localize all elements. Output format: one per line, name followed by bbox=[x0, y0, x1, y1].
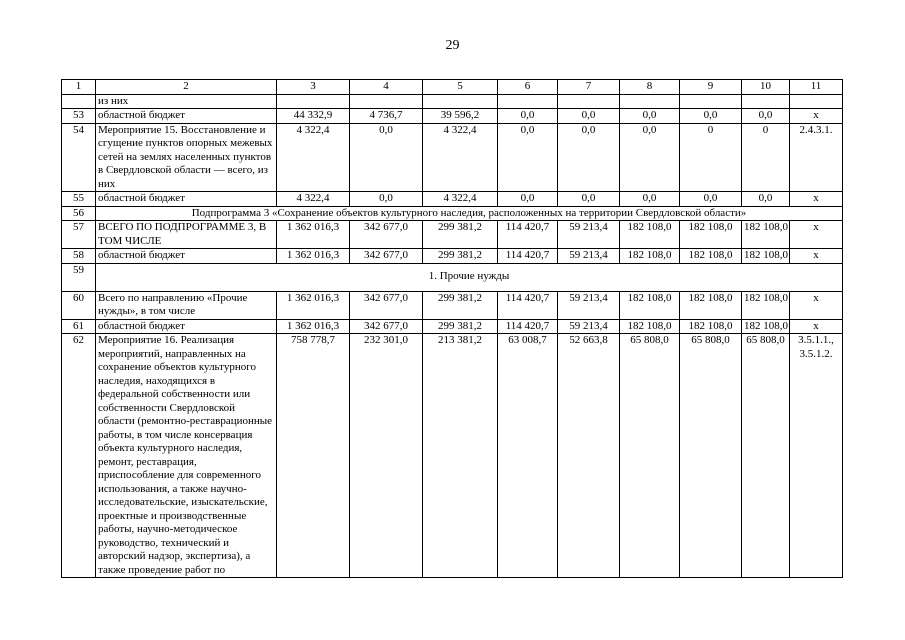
value-cell: 114 420,7 bbox=[498, 249, 558, 264]
value-cell: 0 bbox=[680, 123, 742, 192]
value-cell: 59 213,4 bbox=[558, 249, 620, 264]
empty-cell bbox=[620, 94, 680, 109]
table-row bbox=[62, 291, 843, 319]
table-row bbox=[62, 192, 843, 207]
table-row bbox=[62, 94, 843, 109]
row-description: областной бюджет bbox=[96, 249, 277, 264]
value-cell: 65 808,0 bbox=[620, 334, 680, 578]
empty-cell bbox=[680, 94, 742, 109]
row-description: Мероприятие 16. Реализация мероприятий, направленных на сохранение объектов культурного наследия, находящихся в федеральной собственности или собственности Свердловской области (ремонтно-реставрационные работы, в том числе консервация объекта культурного наследия, ремонт, реставрация, приспособление для современного использования, а также научно-исследовательские, изыскательские, проектные и производственные работы, научно-методическое руководство, технический и авторский надзор, экспертиза), а также проведение работ по bbox=[96, 334, 277, 578]
value-cell: 182 108,0 bbox=[620, 221, 680, 249]
value-cell: 4 322,4 bbox=[277, 192, 350, 207]
value-cell: 299 381,2 bbox=[423, 291, 498, 319]
target-code: 2.4.3.1. bbox=[790, 123, 843, 192]
value-cell: 0,0 bbox=[498, 123, 558, 192]
page-number: 29 bbox=[445, 38, 460, 53]
value-cell: 299 381,2 bbox=[423, 319, 498, 334]
value-cell: 299 381,2 bbox=[423, 249, 498, 264]
row-description: из них bbox=[96, 94, 277, 109]
column-header: 10 bbox=[742, 80, 790, 95]
value-cell: 0,0 bbox=[620, 109, 680, 124]
column-header: 6 bbox=[498, 80, 558, 95]
row-number: 55 bbox=[62, 192, 96, 207]
row-description: ВСЕГО ПО ПОДПРОГРАММЕ 3, В ТОМ ЧИСЛЕ bbox=[96, 221, 277, 249]
row-description: Мероприятие 15. Восстановление и сгущение пунктов опорных межевых сетей на землях населенных пунктов в Свердловской области — всего, из них bbox=[96, 123, 277, 192]
value-cell: 114 420,7 bbox=[498, 291, 558, 319]
value-cell: 1 362 016,3 bbox=[277, 249, 350, 264]
column-header: 5 bbox=[423, 80, 498, 95]
section-title: 1. Прочие нужды bbox=[96, 263, 843, 291]
value-cell: 39 596,2 bbox=[423, 109, 498, 124]
column-header: 7 bbox=[558, 80, 620, 95]
target-code: х bbox=[790, 221, 843, 249]
table-row bbox=[62, 206, 843, 221]
value-cell: 182 108,0 bbox=[620, 249, 680, 264]
empty-cell bbox=[498, 94, 558, 109]
table-row bbox=[62, 109, 843, 124]
column-header: 9 bbox=[680, 80, 742, 95]
row-number: 62 bbox=[62, 334, 96, 578]
value-cell: 182 108,0 bbox=[680, 221, 742, 249]
value-cell: 114 420,7 bbox=[498, 319, 558, 334]
value-cell: 1 362 016,3 bbox=[277, 319, 350, 334]
section-title: Подпрограмма 3 «Сохранение объектов культурного наследия, расположенных на территории Свердловской области» bbox=[96, 206, 843, 221]
value-cell: 44 332,9 bbox=[277, 109, 350, 124]
column-header: 4 bbox=[350, 80, 423, 95]
value-cell: 182 108,0 bbox=[620, 291, 680, 319]
value-cell: 182 108,0 bbox=[742, 249, 790, 264]
value-cell: 1 362 016,3 bbox=[277, 291, 350, 319]
empty-cell bbox=[558, 94, 620, 109]
value-cell: 52 663,8 bbox=[558, 334, 620, 578]
value-cell: 0,0 bbox=[558, 123, 620, 192]
value-cell: 65 808,0 bbox=[742, 334, 790, 578]
value-cell: 342 677,0 bbox=[350, 221, 423, 249]
value-cell: 0,0 bbox=[620, 123, 680, 192]
value-cell: 4 322,4 bbox=[277, 123, 350, 192]
value-cell: 182 108,0 bbox=[680, 249, 742, 264]
empty-cell bbox=[790, 94, 843, 109]
row-description: Всего по направлению «Прочие нужды», в том числе bbox=[96, 291, 277, 319]
table-row bbox=[62, 263, 843, 291]
value-cell: 59 213,4 bbox=[558, 319, 620, 334]
value-cell: 0,0 bbox=[680, 109, 742, 124]
table-row bbox=[62, 123, 843, 192]
value-cell: 182 108,0 bbox=[620, 319, 680, 334]
row-description: областной бюджет bbox=[96, 109, 277, 124]
value-cell: 342 677,0 bbox=[350, 291, 423, 319]
row-description: областной бюджет bbox=[96, 319, 277, 334]
value-cell: 4 322,4 bbox=[423, 192, 498, 207]
value-cell: 0,0 bbox=[742, 109, 790, 124]
target-code: х bbox=[790, 192, 843, 207]
row-number: 54 bbox=[62, 123, 96, 192]
row-number: 59 bbox=[62, 263, 96, 291]
row-number bbox=[62, 94, 96, 109]
value-cell: 4 322,4 bbox=[423, 123, 498, 192]
column-header: 2 bbox=[96, 80, 277, 95]
value-cell: 63 008,7 bbox=[498, 334, 558, 578]
row-number: 53 bbox=[62, 109, 96, 124]
column-header: 8 bbox=[620, 80, 680, 95]
budget-table bbox=[61, 79, 843, 578]
target-code: х bbox=[790, 249, 843, 264]
value-cell: 0,0 bbox=[620, 192, 680, 207]
value-cell: 59 213,4 bbox=[558, 221, 620, 249]
table-row bbox=[62, 221, 843, 249]
row-number: 60 bbox=[62, 291, 96, 319]
column-header: 11 bbox=[790, 80, 843, 95]
empty-cell bbox=[277, 94, 350, 109]
value-cell: 232 301,0 bbox=[350, 334, 423, 578]
value-cell: 342 677,0 bbox=[350, 319, 423, 334]
target-code: х bbox=[790, 291, 843, 319]
value-cell: 182 108,0 bbox=[680, 291, 742, 319]
table-row bbox=[62, 249, 843, 264]
value-cell: 0,0 bbox=[350, 123, 423, 192]
column-header: 1 bbox=[62, 80, 96, 95]
empty-cell bbox=[423, 94, 498, 109]
table-row bbox=[62, 334, 843, 578]
value-cell: 182 108,0 bbox=[742, 291, 790, 319]
empty-cell bbox=[742, 94, 790, 109]
column-header: 3 bbox=[277, 80, 350, 95]
value-cell: 299 381,2 bbox=[423, 221, 498, 249]
target-code: 3.5.1.1., 3.5.1.2. bbox=[790, 334, 843, 578]
value-cell: 114 420,7 bbox=[498, 221, 558, 249]
header-row bbox=[62, 80, 843, 95]
value-cell: 342 677,0 bbox=[350, 249, 423, 264]
value-cell: 182 108,0 bbox=[742, 221, 790, 249]
value-cell: 182 108,0 bbox=[742, 319, 790, 334]
value-cell: 0,0 bbox=[742, 192, 790, 207]
value-cell: 1 362 016,3 bbox=[277, 221, 350, 249]
table-row bbox=[62, 319, 843, 334]
value-cell: 0 bbox=[742, 123, 790, 192]
target-code: х bbox=[790, 109, 843, 124]
row-number: 61 bbox=[62, 319, 96, 334]
value-cell: 0,0 bbox=[558, 109, 620, 124]
value-cell: 758 778,7 bbox=[277, 334, 350, 578]
value-cell: 0,0 bbox=[498, 192, 558, 207]
row-number: 58 bbox=[62, 249, 96, 264]
row-description: областной бюджет bbox=[96, 192, 277, 207]
value-cell: 65 808,0 bbox=[680, 334, 742, 578]
row-number: 56 bbox=[62, 206, 96, 221]
empty-cell bbox=[350, 94, 423, 109]
value-cell: 182 108,0 bbox=[680, 319, 742, 334]
value-cell: 59 213,4 bbox=[558, 291, 620, 319]
target-code: х bbox=[790, 319, 843, 334]
value-cell: 0,0 bbox=[558, 192, 620, 207]
value-cell: 213 381,2 bbox=[423, 334, 498, 578]
value-cell: 0,0 bbox=[498, 109, 558, 124]
value-cell: 0,0 bbox=[350, 192, 423, 207]
value-cell: 4 736,7 bbox=[350, 109, 423, 124]
value-cell: 0,0 bbox=[680, 192, 742, 207]
row-number: 57 bbox=[62, 221, 96, 249]
